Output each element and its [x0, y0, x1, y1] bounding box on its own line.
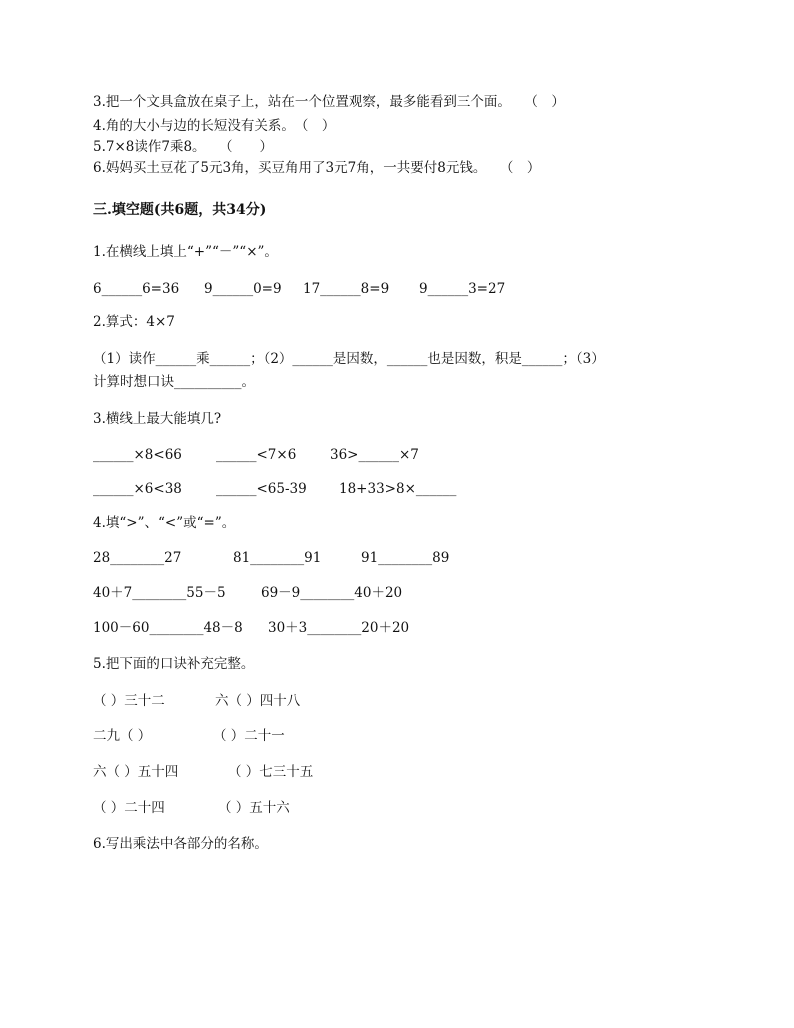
q1-prompt: 1.在横线上填上“+”“－”“×”。 [93, 244, 278, 260]
q5-item: 二九（ ） [93, 728, 152, 744]
q2-line2: 计算时想口诀__________。 [93, 374, 255, 390]
q6-prompt: 6.写出乘法中各部分的名称。 [93, 836, 268, 852]
q5-item: （ ）五十六 [218, 800, 290, 816]
q3-item: ______<65-39 [216, 481, 307, 497]
q3-item: 36>______×7 [330, 447, 419, 463]
q4-item: 81________91 [233, 550, 322, 566]
q4-item: 91________89 [361, 550, 450, 566]
judgement-q5: 5.7×8读作7乘8。 （ ） [93, 139, 274, 155]
q1-item: 6______6=36 [93, 281, 180, 297]
q5-prompt: 5.把下面的口诀补充完整。 [93, 656, 255, 672]
q3-item: 18+33>8×______ [339, 481, 457, 497]
q1-item: 17______8=9 [303, 281, 390, 297]
q4-item: 30＋3________20＋20 [268, 620, 410, 636]
q2-prompt: 2.算式：4×7 [93, 314, 175, 330]
q4-item: 100－60________48－8 [93, 620, 243, 636]
q3-item: ______×6<38 [93, 481, 182, 497]
judgement-q3: 3.把一个文具盒放在桌子上，站在一个位置观察，最多能看到三个面。 （ ） [93, 94, 565, 110]
judgement-q4: 4.角的大小与边的长短没有关系。 （ ） [93, 118, 336, 134]
q4-prompt: 4.填“>”、“<”或“=”。 [93, 515, 236, 531]
q4-item: 28________27 [93, 550, 182, 566]
q3-prompt: 3.横线上最大能填几? [93, 411, 222, 427]
section-title: 三.填空题(共6题，共34分) [93, 202, 267, 218]
q5-item: （ ）二十四 [93, 800, 165, 816]
q5-item: 六（ ）四十八 [215, 693, 301, 709]
q2-line1: （1）读作______乘______；（2）______是因数，______也是因数，积是______；（3） [93, 351, 605, 367]
q5-item: （ ）三十二 [93, 693, 165, 709]
judgement-q6: 6.妈妈买土豆花了5元3角，买豆角用了3元7角，一共要付8元钱。 （ ） [93, 160, 541, 176]
q4-item: 69－9________40＋20 [261, 585, 403, 601]
q4-item: 40＋7________55－5 [93, 585, 226, 601]
q5-item: （ ）二十一 [213, 728, 285, 744]
q3-item: ______<7×6 [216, 447, 297, 463]
q1-item: 9______0=9 [204, 281, 282, 297]
q5-item: 六（ ）五十四 [93, 764, 179, 780]
q1-item: 9______3=27 [419, 281, 506, 297]
q5-item: （ ）七三十五 [228, 764, 314, 780]
q3-item: ______×8<66 [93, 447, 182, 463]
